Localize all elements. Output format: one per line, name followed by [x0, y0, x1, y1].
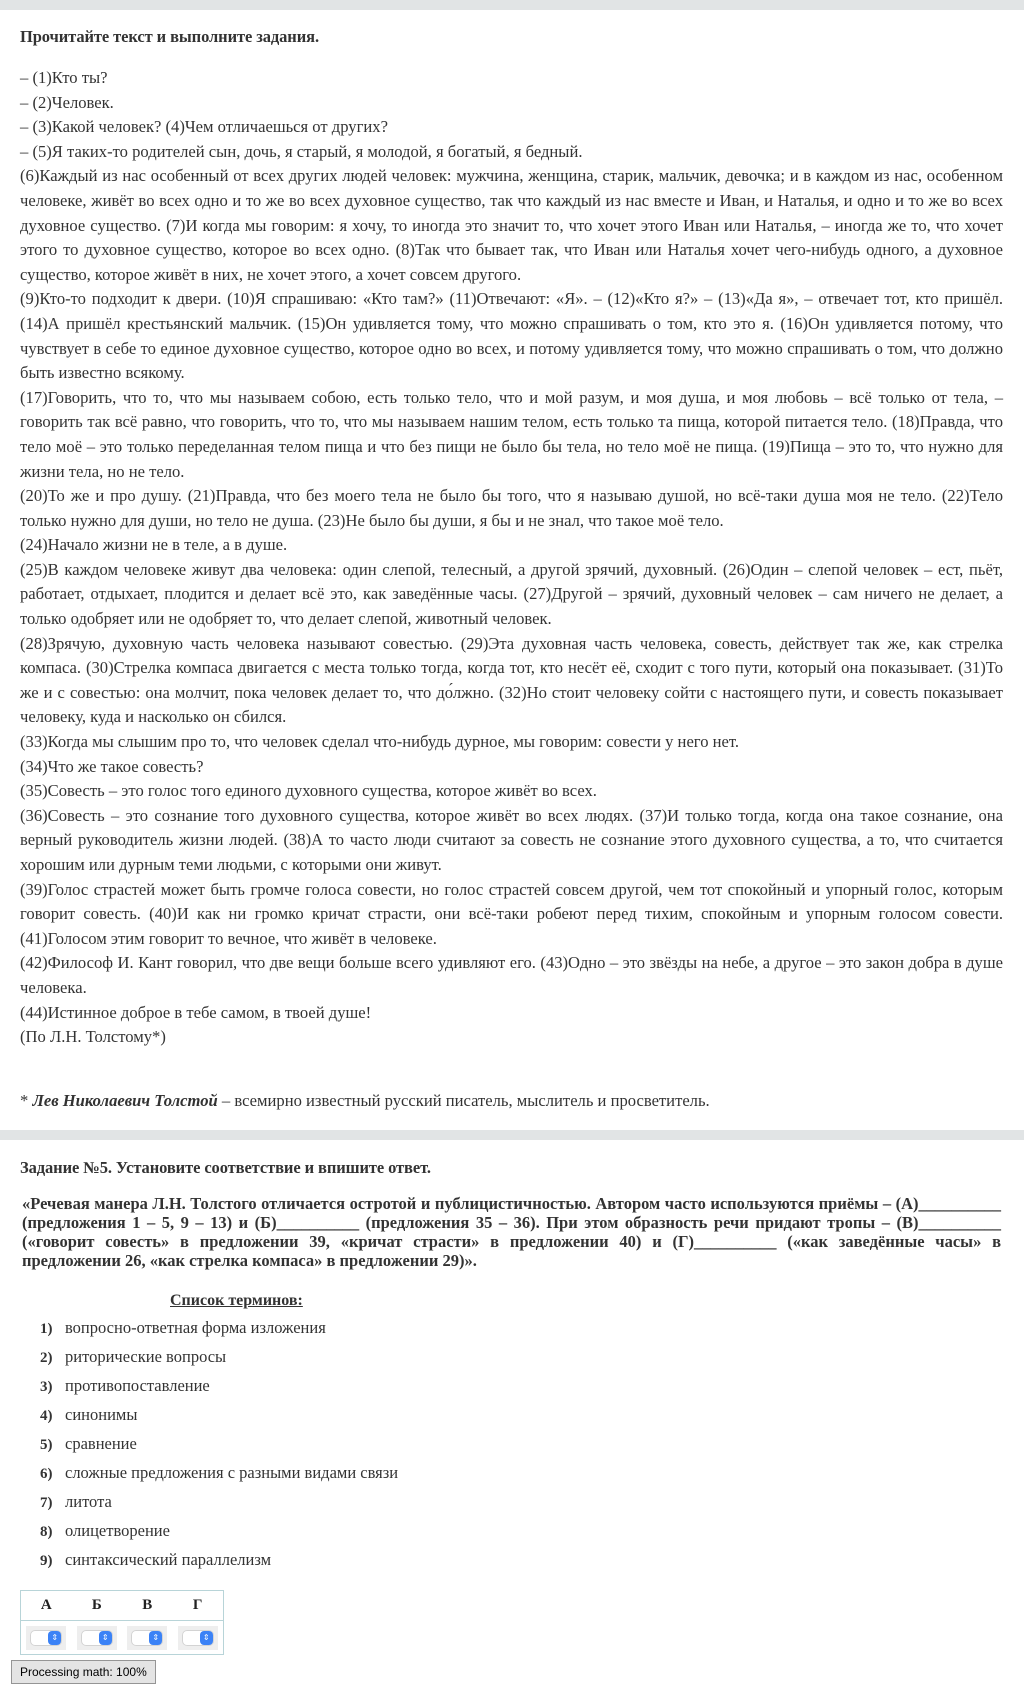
- footnote-marker: *: [20, 1091, 33, 1110]
- processing-math-status: Processing math: 100%: [11, 1660, 156, 1684]
- passage-paragraph: – (1)Кто ты?: [20, 68, 108, 87]
- passage-paragraph: (44)Истинное доброе в тебе самом, в твоей душе!: [20, 1002, 372, 1022]
- answer-select-v[interactable]: [131, 1630, 163, 1646]
- term-number: 3): [40, 1379, 53, 1395]
- passage-paragraph: – (5)Я таких-то родителей сын, дочь, я старый, я молодой, я богатый, я бедный.: [20, 141, 583, 161]
- section-separator: [0, 1130, 1024, 1140]
- term-item: [40, 1405, 398, 1434]
- term-label: литота: [65, 1492, 112, 1511]
- term-label: синтаксический параллелизм: [65, 1550, 272, 1569]
- answer-column-header-a: А: [21, 1591, 72, 1621]
- term-item: [40, 1550, 398, 1579]
- task-statement: «Речевая манера Л.Н. Толстого отличается остротой и публицистичностью. Автором часто используются приёмы – (А)__________ (предложения 1 – 5, 9 – 13) и (Б)__________ (предложения 35 – 36). При этом образность речи придают тропы – (В)__________ («говорит совесть» в предложении 39, «кричат страсти» в предложении 40) и (Г)__________ («как заведённые часы» в предложении 26, «как стрелка компаса» в предложении 29)».: [22, 1194, 1001, 1270]
- terms-list: [40, 1318, 398, 1579]
- passage-paragraph: (39)Голос страстей может быть громче голоса совести, но голос страстей совсем другой, чем тот спокойный и упорный голос, которым говорит совесть. (40)И как ни громко кричат страсти, они всё-таки робеют перед тихим, спокойным и упорным голосом совести. (41)Голосом этим говорит то вечное, что живёт в человеке.: [20, 879, 1003, 948]
- passage-paragraph: (34)Что же такое совесть?: [20, 756, 204, 776]
- term-number: 4): [40, 1408, 53, 1424]
- passage-paragraph: (33)Когда мы слышим про то, что человек сделал что-нибудь дурное, мы говорим: совести у него нет.: [20, 732, 740, 752]
- answer-select-a[interactable]: [30, 1630, 62, 1646]
- term-number: 2): [40, 1350, 53, 1366]
- passage-paragraph: – (3)Какой человек? (4)Чем отличаешься от других?: [20, 117, 388, 137]
- answer-column-header-v: В: [122, 1591, 172, 1621]
- answer-table: [20, 1590, 224, 1655]
- term-item: [40, 1434, 398, 1463]
- answer-select-b[interactable]: [81, 1630, 113, 1646]
- task-title: Задание №5. Установите соответствие и впишите ответ.: [20, 1158, 431, 1177]
- chevron-up-down-icon: ⇕: [149, 1631, 162, 1645]
- term-label: синонимы: [65, 1405, 138, 1424]
- chevron-up-down-icon: ⇕: [48, 1631, 61, 1645]
- term-label: вопросно-ответная форма изложения: [65, 1318, 326, 1337]
- term-item: [40, 1376, 398, 1405]
- term-item: [40, 1318, 398, 1347]
- term-number: 6): [40, 1466, 53, 1482]
- term-item: [40, 1492, 398, 1521]
- passage-paragraph: (9)Кто-то подходит к двери. (10)Я спрашиваю: «Кто там?» (11)Отвечают: «Я». – (12)«Кто я?» – (13)«Да я», – отвечает тот, кто пришёл. (14)А пришёл крестьянский мальчик. (15)Он удивляется тому, что можно спрашивать о том, кто это я. (16)Он удивляется потому, что чувствует в себе то единое духовное существо, которое одно во всех, и потому удивляется тому, что можно спрашивать о том, что должно быть известно всякому.: [20, 289, 1003, 383]
- term-label: сравнение: [65, 1434, 137, 1453]
- passage-paragraph: (42)Философ И. Кант говорил, что две вещи больше всего удивляют его. (43)Одно – это звёзды на небе, а другое – это закон добра в душе человека.: [20, 953, 1003, 997]
- passage-paragraph: (24)Начало жизни не в теле, а в душе.: [20, 535, 288, 555]
- term-label: противопоставление: [65, 1376, 210, 1395]
- term-number: 1): [40, 1321, 53, 1337]
- chevron-up-down-icon: ⇕: [99, 1631, 112, 1645]
- footnote-author-name: Лев Николаевич Толстой: [32, 1091, 218, 1110]
- passage-paragraph: (17)Говорить, что то, что мы называем собою, есть только тело, что и мой разум, и моя душа, и моя любовь – всё только от тела, – говорить так всё равно, что говорить, что то, что мы называем нашим телом, есть только та пища, которой питается тело. (18)Правда, что тело моё – это только переделанная телом пища и что без пищи не было бы тела, но тело моё не пища. (19)Пища – это то, что нужно для жизни тела, но не тело.: [20, 387, 1003, 481]
- answer-select-g[interactable]: [182, 1630, 214, 1646]
- term-label: риторические вопросы: [65, 1347, 227, 1366]
- top-separator: [0, 0, 1024, 10]
- term-number: 5): [40, 1437, 53, 1453]
- term-item: [40, 1347, 398, 1376]
- term-label: олицетворение: [65, 1521, 170, 1540]
- terms-list-title: Список терминов:: [170, 1292, 303, 1309]
- term-number: 8): [40, 1524, 53, 1540]
- reading-passage: [20, 66, 1003, 1050]
- term-item: [40, 1463, 398, 1492]
- passage-paragraph: (20)То же и про душу. (21)Правда, что без моего тела не было бы того, что я называю душой, но всё-таки душа моя не тело. (22)Тело только нужно для души, но тело не душа. (23)Не было бы души, я бы и не знал, что такое моё тело.: [20, 486, 1003, 530]
- passage-paragraph: – (2)Человек.: [20, 92, 114, 112]
- author-footnote: [20, 1091, 1003, 1111]
- answer-column-header-g: Г: [172, 1591, 223, 1621]
- passage-paragraph: (25)В каждом человеке живут два человека: один слепой, телесный, а другой зрячий, духовный. (26)Один – слепой человек – ест, пьёт, работает, отдыхает, плодится и делает всё это, как заведённые часы. (27)Другой – зрячий, духовный человек – сам ничего не делает, а только одобряет или не одобряет то, что делает слепой, животный человек.: [20, 559, 1003, 629]
- answer-column-header-b: Б: [72, 1591, 122, 1621]
- term-number: 9): [40, 1553, 53, 1569]
- passage-paragraph: (36)Совесть – это сознание того духовного существа, которое живёт во всех людях. (37)И только тогда, когда она такое сознание, она верный руководитель жизни людей. (38)А то часто люди считают за совесть не сознание этого духовного существа, а то, что считается хорошим или дурным теми людьми, с которыми они живут.: [20, 805, 1003, 874]
- passage-paragraph: (6)Каждый из нас особенный от всех других людей человек: мужчина, женщина, старик, мальчик, девочка; и в каждом из нас, особенном человеке, живёт во всех одно и то же во всех духовное существо, так что каждый из нас вместе и Иван, и Наталья, и одно и то же во всех духовное существо. (7)И когда мы говорим: я хочу, то иногда это значит то, что хочет этого Иван или Наталья, – иногда же то, что хочет этого то духовное существо, которое во всех одно. (8)Так что бывает так, что Иван или Наталья хочет чего-нибудь одного, а духовное существо, которое живёт в них, не хочет этого, а хочет совсем другого.: [20, 166, 1003, 284]
- term-number: 7): [40, 1495, 53, 1511]
- term-item: [40, 1521, 398, 1550]
- chevron-up-down-icon: ⇕: [200, 1631, 213, 1645]
- instruction-title: Прочитайте текст и выполните задания.: [20, 27, 319, 46]
- term-label: сложные предложения с разными видами связи: [65, 1463, 399, 1482]
- passage-source: (По Л.Н. Толстому*): [20, 1027, 166, 1047]
- passage-paragraph: (35)Совесть – это голос того единого духовного существа, которое живёт во всех.: [20, 781, 597, 801]
- passage-paragraph: (28)Зрячую, духовную часть человека называют совестью. (29)Эта духовная часть человека, совесть, действует так же, как стрелка компаса. (30)Стрелка компаса двигается с места только тогда, когда тот, кто несёт её, сходит с того пути, который она показывает. (31)То же и с совестью: она молчит, пока человек делает то, что до́лжно. (32)Но стоит человеку сойти с настоящего пути, и совесть показывает человеку, куда и насколько он сбился.: [20, 633, 1003, 727]
- footnote-text: – всемирно известный русский писатель, мыслитель и просветитель.: [217, 1091, 710, 1110]
